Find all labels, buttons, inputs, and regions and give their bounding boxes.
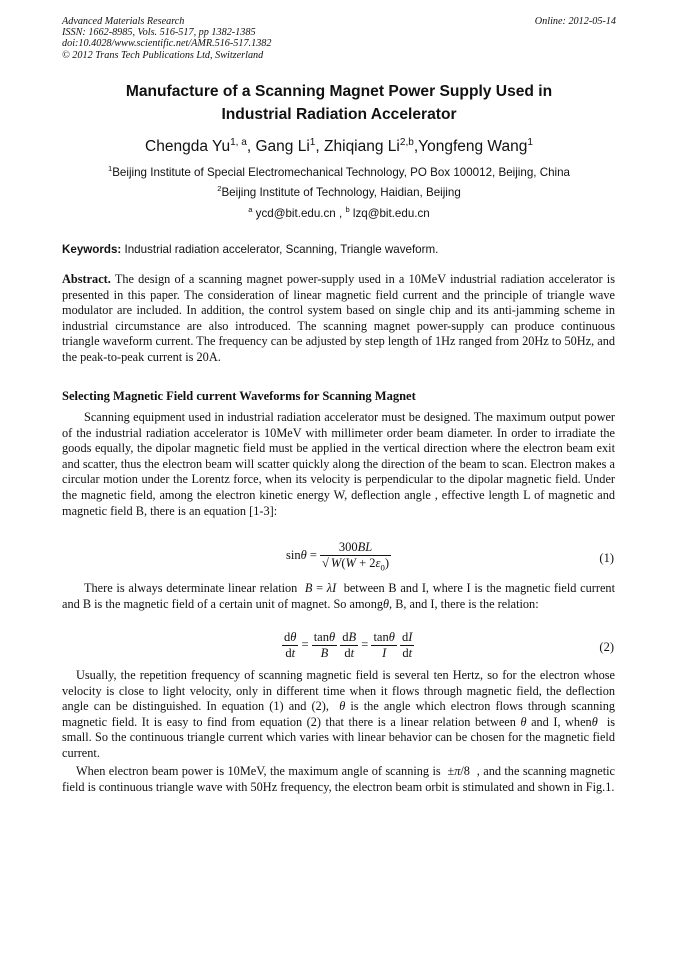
abstract: Abstract. The design of a scanning magnet power-supply used in a 10MeV industrial radiation accelerator is presented in this paper. The consideration of linear magnetic field current and the principle of triangle wave modulator are included. In addition, the control system based on single chip and its anti-jamming scheme in industrial circumstance are also introduced. The scanning magnet power-supply can produce continuous triangle waveform current. The frequency can be adjusted by step length of 1Hz ranged from 20Hz to 50Hz, and the peak-to-peak current is 20A. [62,272,615,364]
email-link[interactable]: ycd@bit.edu.cn [255,207,336,220]
body-paragraph: Usually, the repetition frequency of scanning magnetic field is several ten Hertz, so for the electron whose velocity is close to light velocity, only in different time when it flows through magnetic field, the deflection angle can be distinguished. In equation (1) and (2), θ is the angle which electron flows through scanning magnetic field. It is easy to find from equation (2) that there is a linear relation between θ and I, whenθ is small. So the continuous triangle current which varies with linear behavior can be chosen for the magnetic field current. [62,668,616,760]
journal-header [62,16,271,61]
email-line: $^a$ ycd@bit.edu.cn , $^b$ lzq@bit.edu.cn [248,205,430,220]
online-date: Online: 2012-05-14 [534,16,616,27]
author-name: Chengda Yu [145,138,231,155]
author-name: Yongfeng Wang [418,138,528,155]
author-list: Chengda Yu$^{1, a}$, Gang Li$^1$, Zhiqiang Li$^{2,b}$,Yongfeng Wang$^1$ [145,136,533,155]
affiliation-1: $^1$Beijing Institute of Special Electromechanical Technology, PO Box 100012, Beijing, China [108,164,570,179]
title-line-2: Industrial Radiation Accelerator [221,106,457,123]
affiliation-2: $^2$Beijing Institute of Technology, Haidian, Beijing [217,184,461,199]
copyright-line: © 2012 Trans Tech Publications Ltd, Switzerland [62,49,264,61]
section-heading: Selecting Magnetic Field current Waveforms for Scanning Magnet [62,389,416,403]
email-link[interactable]: lzq@bit.edu.cn [352,207,430,220]
author-name: Zhiqiang Li [324,138,400,155]
journal-name: Advanced Materials Research [62,16,185,27]
title-line-1: Manufacture of a Scanning Magnet Power Supply Used in [125,83,553,100]
paper-title [0,80,678,126]
body-paragraph: When electron beam power is 10MeV, the maximum angle of scanning is ±π/8 , and the scanning magnetic field is continuous triangle wave with 50Hz frequency, the electron beam orbit is stimulated and shown in Fig.1. [62,764,615,794]
author-name: Gang Li [255,138,310,155]
body-paragraph: Scanning equipment used in industrial radiation accelerator must be designed. The maximum output power of the industrial radiation accelerator is 10MeV with millimeter order beam diameter. In order to irradiate the goods equally, the dipolar magnetic field must be applied in the vertical direction where the electron beam exit and scatter, thus the electron beam will scatter quickly along the direction of the beam to scan. Electron makes a circular motion under the Lorentz force, when its velocity is perpendicular to the dipolar magnetic field. Under the magnetic field, among the electron kinetic energy W, deflection angle , effective length L of magnetic and magnetic field B, there is an equation [1-3]: [62,410,615,518]
equation-1: sinθ = $\frac{300BL}{√ W(W + 2\varepsilon_0)}$ [286,540,389,573]
keywords: Keywords: Industrial radiation accelerator, Scanning, Triangle waveform. [62,243,439,256]
equation-number: (2) [599,640,614,654]
issn-line: ISSN: 1662-8985, Vols. 516-517, pp 1382-1385 [62,27,256,39]
equation-2: $\frac{d\theta}{dt}$ = $\frac{\tan\theta}{B}$ $\frac{dB}{dt}$ = $\frac{\tan\theta}{I}$ $\frac{dI}{dt}$ [284,630,413,660]
doi-line: doi:10.4028/www.scientific.net/AMR.516-517.1382 [62,38,272,50]
equation-number: (1) [599,551,614,565]
body-paragraph: There is always determinate linear relation B = λI between B and I, where I is the magnetic field current and B is the magnetic field of a certain unit of magnet. So amongθ, B, and I, there is the relation: [62,581,615,611]
